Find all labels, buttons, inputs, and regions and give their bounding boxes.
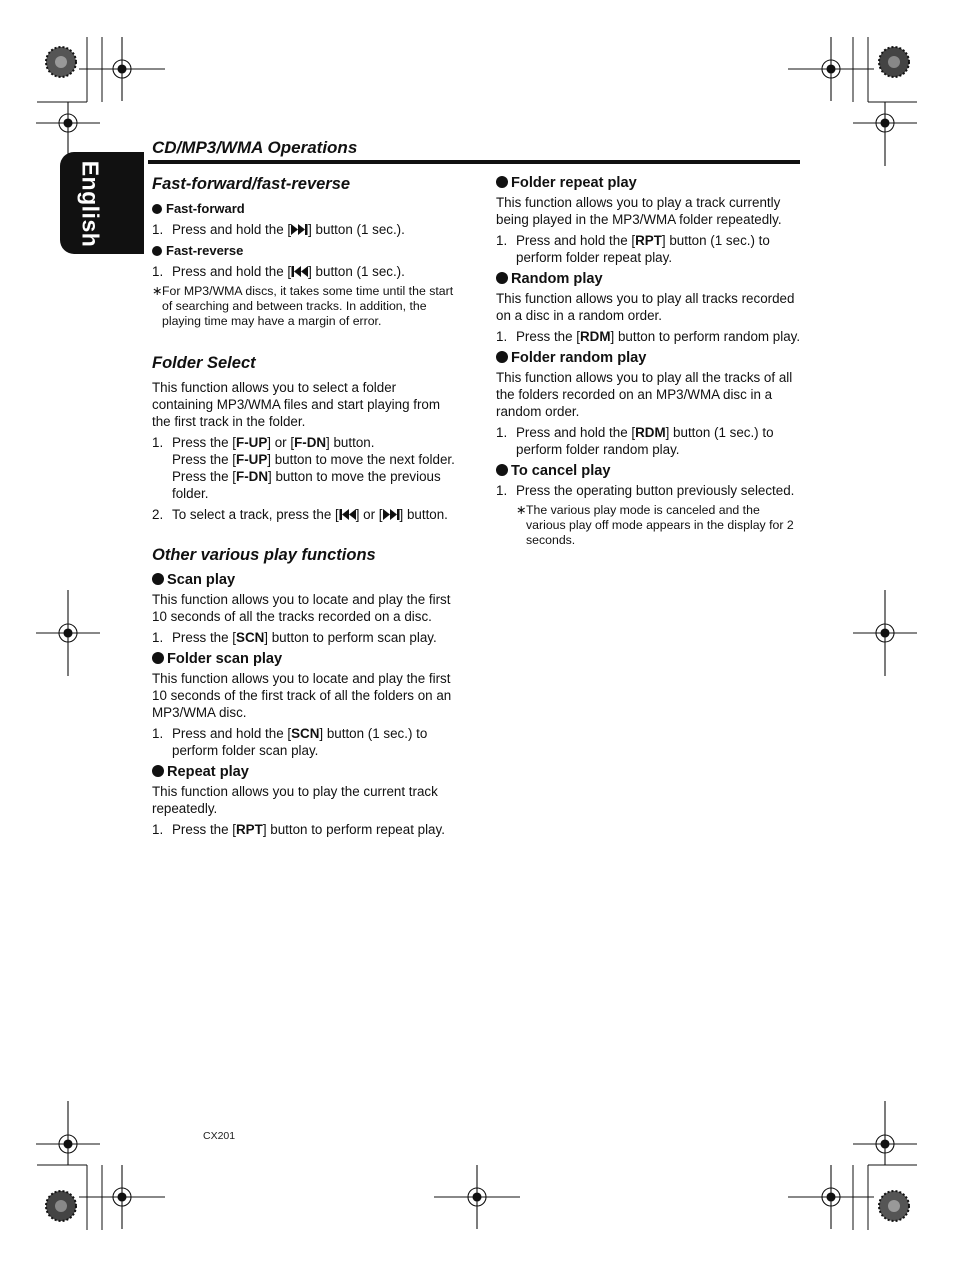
other-title: Other various play functions <box>152 546 376 564</box>
bullet-icon <box>152 204 162 214</box>
cancel-play-heading: To cancel play <box>496 462 801 480</box>
random-play-step: 1. Press the [RDM] button to perform random play. <box>496 329 801 344</box>
folder-scan-intro: This function allows you to locate and play the first 10 seconds of the first track of all the folders on an MP3/WMA disc. <box>152 671 452 720</box>
folder-scan-step: 1. Press and hold the [SCN] button (1 sec.) to perform folder scan play. <box>152 726 428 758</box>
folder-repeat-intro: This function allows you to play a track currently being played in the MP3/WMA folder repeatedly. <box>496 195 782 227</box>
bullet-icon <box>152 246 162 256</box>
bullet-icon <box>152 573 164 585</box>
bullet-icon <box>496 351 508 363</box>
scan-play-heading: Scan play <box>152 571 457 589</box>
fast-reverse-icon <box>291 266 308 277</box>
model-number: CX201 <box>203 1130 236 1142</box>
folder-repeat-heading: Folder repeat play <box>496 174 801 192</box>
language-tab <box>60 152 144 254</box>
fast-reverse-heading: Fast-reverse <box>152 242 457 260</box>
folder-random-step: 1. Press and hold the [RDM] button (1 sec.) to perform folder random play. <box>496 425 774 457</box>
fast-forward-icon <box>383 509 400 520</box>
folder-select-step-1: 1. Press the [F-UP] or [F-DN] button. Press the [F-UP] button to move the next folder. Press the [F-DN] button to move the previous folder. <box>152 435 455 501</box>
fast-forward-step: 1. Press and hold the [ ] button (1 sec.). <box>152 222 405 237</box>
cancel-play-step: 1. Press the operating button previously selected. <box>496 483 795 498</box>
language-tab-label: English <box>77 160 104 248</box>
scan-play-intro: This function allows you to locate and play the first 10 seconds of all the tracks recorded on a disc. <box>152 592 451 624</box>
ff-title: Fast-forward/fast-reverse <box>152 175 351 193</box>
repeat-play-intro: This function allows you to play the current track repeatedly. <box>152 784 438 816</box>
header-rule <box>148 160 800 164</box>
bullet-icon <box>496 176 508 188</box>
folder-repeat-step: 1. Press and hold the [RPT] button (1 sec.) to perform folder repeat play. <box>496 233 770 265</box>
left-column <box>152 174 457 842</box>
scan-play-step: 1. Press the [SCN] button to perform scan play. <box>152 630 437 645</box>
repeat-play-step: 1. Press the [RPT] button to perform repeat play. <box>152 822 445 837</box>
folder-random-heading: Folder random play <box>496 349 801 367</box>
ff-note: ∗ For MP3/WMA discs, it takes some time until the start of searching and between tracks. In addition, the playing time may have a margin of error. <box>152 284 454 328</box>
folder-select-step-2: 2. To select a track, press the [ ] or [ ] button. <box>152 507 448 522</box>
cancel-note: ∗ The various play mode is canceled and the various play off mode appears in the display for 2 seconds. <box>516 503 794 547</box>
bullet-icon <box>152 765 164 777</box>
bullet-icon <box>152 652 164 664</box>
folder-scan-heading: Folder scan play <box>152 650 457 668</box>
fast-reverse-step: 1. Press and hold the [ ] button (1 sec.). <box>152 264 405 279</box>
fast-forward-icon <box>291 224 308 235</box>
random-play-heading: Random play <box>496 270 801 288</box>
section-header: CD/MP3/WMA Operations <box>152 138 358 157</box>
right-column <box>496 174 801 554</box>
repeat-play-heading: Repeat play <box>152 763 457 781</box>
folder-select-intro: This function allows you to select a folder containing MP3/WMA files and start playing from the first track in the folder. <box>152 380 441 429</box>
bullet-icon <box>496 464 508 476</box>
folder-select-title: Folder Select <box>152 354 256 372</box>
fast-reverse-icon <box>339 509 356 520</box>
folder-random-intro: This function allows you to play all the tracks of all the folders recorded on an MP3/WMA disc in a random order. <box>496 370 793 419</box>
fast-forward-heading: Fast-forward <box>152 200 457 218</box>
random-play-intro: This function allows you to play all tracks recorded on a disc in a random order. <box>496 291 795 323</box>
bullet-icon <box>496 272 508 284</box>
